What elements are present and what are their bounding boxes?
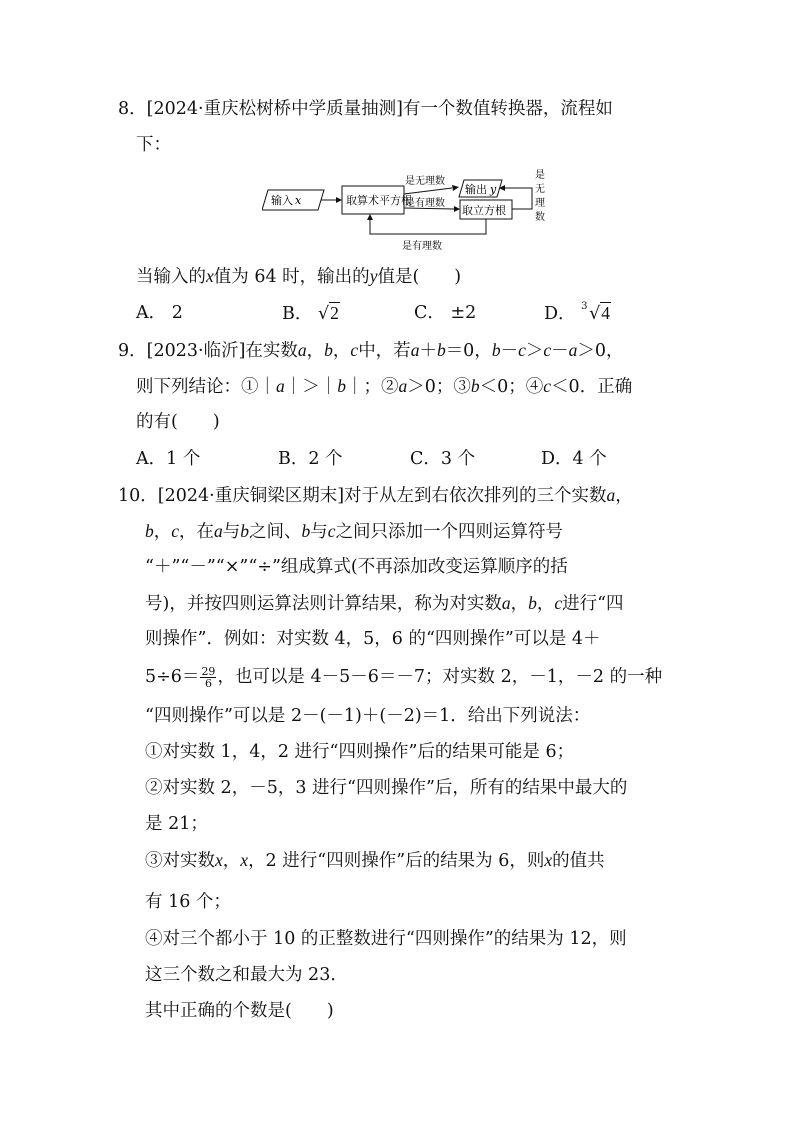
q10-line-5: 则操作”．例如：对实数 4，5，6 的“四则操作”可以是 4＋ [145, 629, 601, 649]
q10-source: [2024·重庆铜梁区期末] [157, 486, 345, 506]
q8-option-b[interactable]: B． √2 [282, 303, 339, 324]
q9-option-c[interactable]: C．3 个 [410, 449, 476, 469]
q9-line-3: 的有( ) [136, 412, 220, 432]
q9-line-2: 则下列结论：①｜a｜＞｜b｜；②a＞0；③b＜0；④c＜0．正确 [136, 376, 633, 397]
q8-option-a[interactable]: A． 2 [136, 303, 183, 323]
output-label: 输出 [465, 183, 487, 196]
q8-option-d[interactable]: D． 3 √4 [544, 301, 611, 324]
q10-line-4: 号)，并按四则运算法则计算结果，称为对实数a，b，c进行“四 [145, 593, 624, 614]
q10-line-2: b，c，在a与b之间、b与c之间只添加一个四则运算符号 [145, 521, 564, 542]
branch-irrational: 是无理数 [405, 176, 445, 187]
q9-option-a[interactable]: A．1 个 [136, 449, 201, 469]
q10-statement-3-cont: 有 16 个； [145, 892, 231, 912]
cube-root-symbol: 3 √4 [581, 301, 611, 324]
q10-line-6: 5÷6＝ $\frac{29}{6}$ ，也可以是 4－5－6＝－7；对实数 2，－1，－2 的一种 [145, 665, 663, 690]
q8-number: 8． [118, 99, 147, 119]
branch-rational: 是有理数 [405, 198, 445, 209]
q8-source: [2024·重庆松树桥中学质量抽测] [146, 99, 403, 119]
output-var: y [490, 183, 497, 196]
q8-stem: 有一个数值转换器，流程如 [402, 99, 613, 119]
q10-statement-1: ①对实数 1，4，2 进行“四则操作”后的结果可能是 6； [145, 742, 575, 762]
q9-option-b[interactable]: B．2 个 [278, 449, 343, 469]
sqrt-symbol: √2 [317, 303, 339, 324]
side-char-4: 数 [535, 212, 545, 223]
q10-number: 10． [118, 486, 158, 506]
q9-source: [2023·临沂] [146, 341, 246, 361]
q8-line-2: 下： [136, 135, 171, 155]
q10-statement-2: ②对实数 2，－5，3 进行“四则操作”后，所有的结果中最大的 [145, 778, 628, 798]
q10-line-7: “四则操作”可以是 2－(－1)＋(－2)＝1．给出下列说法： [145, 706, 591, 726]
q10-line-3: “＋”“－”“×”“÷”组成算式(不再添加改变运算顺序的括 [145, 557, 568, 577]
input-label: 输入 [271, 194, 293, 207]
bottom-rational: 是有理数 [402, 241, 442, 252]
q10-statement-3: ③对实数x，x，2 进行“四则操作”后的结果为 6，则x的值共 [145, 850, 605, 871]
q9-number: 9． [118, 341, 147, 361]
q8-ask: 当输入的x值为 64 时，输出的y值是( ) [136, 266, 462, 287]
q10-ask: 其中正确的个数是( ) [145, 1001, 334, 1021]
side-char-2: 无 [535, 184, 545, 195]
cube-box-label: 取立方根 [462, 204, 506, 217]
q9-line-1: 9．[2023·临沂]在实数a，b，c中，若a＋b＝0，b－c＞c－a＞0， [118, 340, 624, 361]
side-char-3: 理 [535, 198, 545, 209]
q9-option-d[interactable]: D．4 个 [541, 449, 607, 469]
q10-statement-2-cont: 是 21； [145, 814, 208, 834]
q10-statement-4: ④对三个都小于 10 的正整数进行“四则操作”的结果为 12，则 [145, 929, 627, 949]
q10-statement-4-cont: 这三个数之和最大为 23． [145, 965, 348, 985]
q8-line-1 [118, 97, 613, 121]
input-var: x [295, 194, 302, 207]
side-char-1: 是 [535, 170, 545, 181]
sqrt-box-label: 取算术平方根 [346, 194, 412, 207]
fraction: $\frac{29}{6}$ [201, 665, 216, 690]
q10-line-1: 10．[2024·重庆铜梁区期末]对于从左到右依次排列的三个实数a， [118, 485, 633, 506]
q8-option-c[interactable]: C． ±2 [414, 303, 477, 323]
q8-flowchart [262, 168, 562, 258]
